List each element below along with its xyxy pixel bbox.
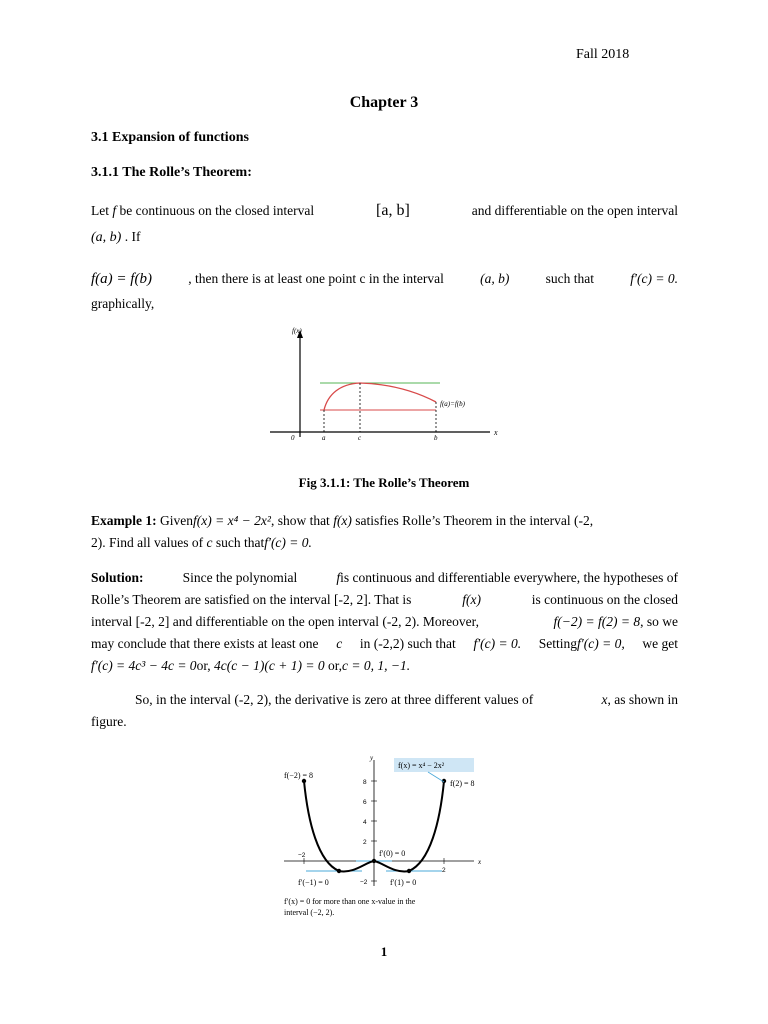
solution-text: in (-2,2) such that	[359, 636, 456, 651]
solution-eq: f′(c) = 4c³ − 4c = 0	[91, 658, 197, 673]
figure1-curve	[324, 383, 436, 410]
theorem-text: . If	[124, 229, 141, 244]
solution-text: is continuous on the closed	[531, 592, 678, 607]
figure1-y-label: f(x)	[292, 327, 302, 335]
theorem-result: f′(c) = 0.	[630, 271, 678, 286]
solution-text: Rolle’s Theorem are satisfied on the interval [-2, 2]. That is	[91, 592, 412, 607]
figure2-caption-line-2: interval (−2, 2).	[284, 908, 335, 917]
figure2-point-1	[407, 869, 411, 873]
conclusion-line-1	[135, 689, 678, 710]
example-function: f(x) = x⁴ − 2x²	[193, 513, 271, 528]
solution-text: interval [-2, 2] and differentiable on the open interval (-2, 2). Moreover,	[91, 614, 479, 629]
figure2-left-label: f(−2) = 8	[284, 771, 314, 780]
theorem-line-3	[91, 268, 678, 290]
theorem-text: and differentiable on the open interval	[471, 203, 678, 218]
quartic-function-figure	[278, 752, 498, 922]
solution-line-4	[91, 633, 678, 654]
conclusion-text: So, in the interval (-2, 2), the derivative is zero at three different values of	[135, 692, 534, 707]
figure2-xtick-label-right: 2	[442, 867, 446, 874]
example-text: 2). Find all values of	[91, 535, 204, 550]
figure2-y-label: y	[370, 754, 374, 762]
figure2-ytick-label: 2	[363, 839, 367, 846]
rolles-theorem-figure	[262, 322, 512, 447]
example-text: , show that	[270, 513, 330, 528]
figure2-right-label: f(2) = 8	[450, 779, 475, 788]
page-number: 1	[380, 944, 388, 959]
solution-line-2	[91, 589, 678, 610]
figure2-point-0	[372, 859, 376, 863]
solution-text: may conclude that there exists at least one	[91, 636, 319, 651]
figure2-ytick-label: 6	[363, 799, 367, 806]
example-text: Given	[160, 513, 193, 528]
example-line-1	[91, 510, 678, 531]
figure1-caption: Fig 3.1.1: The Rolle’s Theorem	[298, 475, 470, 490]
theorem-text: Let	[91, 203, 109, 218]
solution-f: f	[336, 570, 341, 585]
figure2-label-pointer	[428, 772, 444, 782]
theorem-line-4: graphically,	[91, 296, 155, 311]
conclusion-line-2: figure.	[91, 714, 127, 729]
example-line-2	[91, 532, 678, 553]
solution-text: or,	[196, 658, 211, 673]
solution-label: Solution:	[91, 570, 144, 585]
example-c: c	[206, 535, 213, 550]
header-term: Fall 2018	[576, 47, 630, 62]
figure2-rmin-label: f′(1) = 0	[390, 878, 417, 887]
theorem-text: be continuous on the closed interval	[119, 203, 315, 218]
solution-eq: 4c(c − 1)(c + 1) = 0	[214, 658, 325, 673]
example-label: Example 1:	[91, 513, 157, 528]
figure1-tick-a: a	[322, 434, 326, 442]
figure2-function-label: f(x) = x⁴ − 2x²	[398, 761, 445, 770]
solution-c: c	[336, 636, 343, 651]
theorem-line-1	[91, 200, 678, 221]
section-heading-3-1: 3.1 Expansion of functions	[91, 130, 249, 145]
open-interval: (a, b)	[91, 230, 122, 245]
figure2-x-label: x	[478, 858, 482, 866]
section-heading-3-1-1: 3.1.1 The Rolle’s Theorem:	[91, 165, 252, 180]
theorem-condition: f(a) = f(b)	[91, 271, 152, 287]
figure1-curve-label: f(a)=f(b)	[440, 400, 465, 408]
chapter-title: Chapter 3	[349, 94, 419, 111]
open-interval-2: (a, b)	[480, 271, 510, 286]
figure1-tick-b: b	[434, 434, 438, 442]
solution-line-1	[91, 567, 678, 588]
figure2-caption-line-1: f′(x) = 0 for more than one x-value in the	[284, 897, 416, 906]
solution-line-3	[91, 611, 678, 632]
figure2-point-neg1	[337, 869, 341, 873]
example-text: such that	[215, 535, 265, 550]
example-derivative: f′(c) = 0.	[264, 535, 312, 550]
example-fx: f(x)	[333, 513, 352, 528]
solution-text: is continuous and differentiable everywhere, the hypotheses of	[340, 570, 678, 585]
figure2-mid-label: f′(0) = 0	[379, 849, 406, 858]
figure1-x-label: x	[494, 428, 498, 437]
conclusion-text: , as shown in	[607, 692, 678, 707]
figure1-tick-c: c	[358, 434, 362, 442]
figure1-origin: 0	[291, 434, 295, 442]
solution-eq: c = 0, 1, −1.	[342, 658, 411, 673]
solution-eq: f′(c) = 0.	[473, 636, 522, 651]
solution-eq: f(−2) = f(2) = 8	[553, 614, 641, 629]
figure2-ytick-label: 8	[363, 779, 367, 786]
example-text: satisfies Rolle’s Theorem in the interval (-2,	[355, 513, 594, 528]
solution-eq: f′(c) = 0,	[577, 636, 625, 651]
figure2-ytick-label: 4	[363, 819, 367, 826]
solution-fx: f(x)	[462, 592, 481, 607]
solution-text: Setting	[538, 636, 578, 651]
figure2-lmin-label: f′(−1) = 0	[298, 878, 329, 887]
solution-text: or,	[327, 658, 343, 673]
theorem-text: such that	[545, 271, 595, 286]
theorem-f: f	[112, 203, 117, 218]
theorem-line-2	[91, 226, 678, 248]
solution-text: , so we	[640, 614, 678, 629]
solution-text: we get	[642, 636, 678, 651]
theorem-text: , then there is at least one point c in the interval	[188, 271, 444, 286]
closed-interval: [a, b]	[376, 202, 410, 219]
solution-line-5	[91, 655, 678, 676]
figure2-xtick-label-left: −2	[298, 852, 306, 859]
figure2-ytick-label: −2	[360, 879, 368, 886]
solution-text: Since the polynomial	[182, 570, 298, 585]
conclusion-x: x	[601, 692, 608, 707]
